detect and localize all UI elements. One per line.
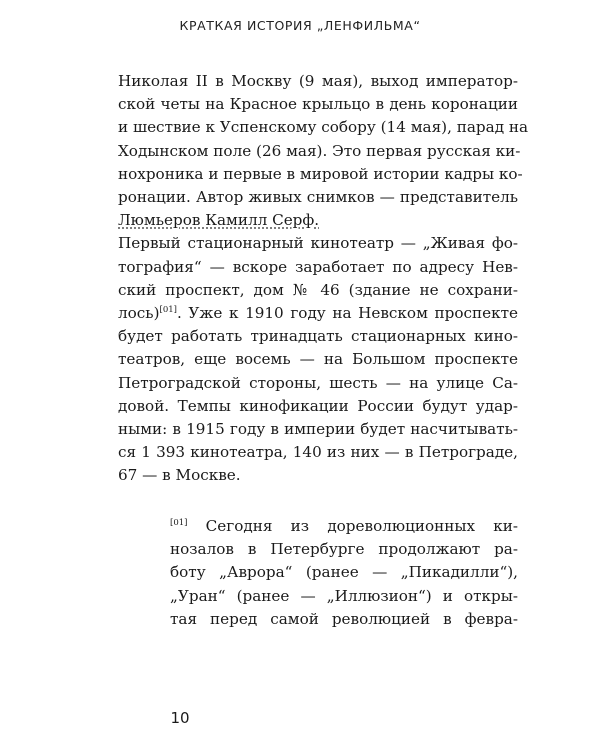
footnote-line: боту „Аврора“ (ранее — „Пикадилли“),: [170, 563, 518, 582]
text-fragment: лось): [118, 304, 160, 323]
page-number: 10: [170, 709, 190, 727]
text-line: 67 — в Москве.: [118, 466, 241, 485]
text-line: и шествие к Успенскому собору (14 мая), парад на: [118, 118, 529, 137]
body-text: [118, 70, 529, 488]
text-line: Первый стационарный кинотеатр — „Живая фо-: [118, 234, 518, 253]
text-line: Ходынском поле (26 мая). Это первая русская ки-: [118, 141, 521, 160]
text-line: ронации. Автор живых снимков — представитель: [118, 188, 518, 207]
text-line: Николая II в Москву (9 мая), выход император-: [118, 72, 518, 90]
text-fragment: . Уже к 1910 году на Невском проспекте: [176, 304, 518, 323]
text-line: Люмьеров Камилл Серф.: [118, 211, 320, 230]
footnote: [170, 515, 518, 631]
text-fragment: Сегодня из дореволюционных ки-: [187, 517, 518, 535]
footnote-marker: [01]: [170, 518, 188, 528]
text-line: [118, 302, 518, 325]
text-line: нохроника и первые в мировой истории кадры ко-: [118, 164, 523, 183]
footnote-line: тая перед самой революцией в февра-: [170, 609, 518, 628]
text-line: ский проспект, дом № 46 (здание не сохрани-: [118, 280, 518, 299]
text-line: театров, еще восемь — на Большом проспекте: [118, 350, 518, 369]
text-line: Петроградской стороны, шесть — на улице Са-: [118, 373, 518, 392]
running-header: КРАТКАЯ ИСТОРИЯ „ЛЕНФИЛЬМА“: [179, 18, 421, 33]
text-line: ными: в 1915 году в империи будет насчитывать-: [118, 420, 518, 439]
text-line: будет работать тринадцать стационарных кино-: [118, 327, 518, 346]
footnote-line: „Уран“ (ранее — „Иллюзион“) и откры-: [170, 586, 518, 605]
footnote-line: [170, 515, 518, 538]
footnote-reference[interactable]: [01]: [159, 305, 177, 316]
text-line: ской четы на Красное крыльцо в день коронации: [118, 95, 518, 114]
text-line: ся 1 393 кинотеатра, 140 из них — в Петрограде,: [118, 443, 518, 462]
text-line: тография“ — вскоре заработает по адресу Нев-: [118, 257, 518, 276]
text-line: довой. Темпы кинофикации России будут удар-: [118, 396, 518, 415]
footnote-line: нозалов в Петербурге продолжают ра-: [170, 540, 518, 559]
